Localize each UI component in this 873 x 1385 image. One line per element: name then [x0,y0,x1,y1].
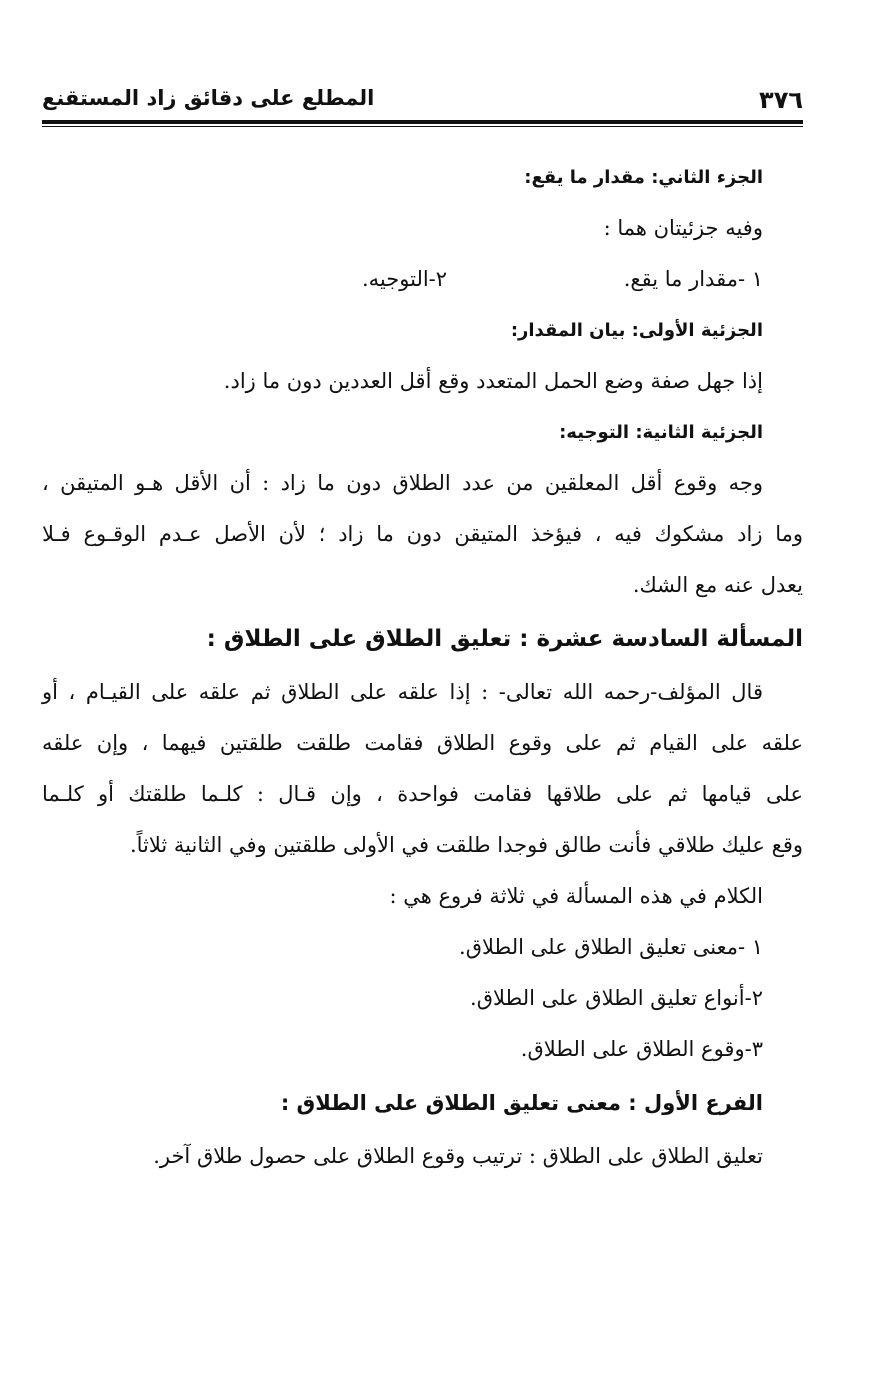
quote-line-2: علقه على القيام ثم على وقوع الطلاق فقامت طلقت طلقتين فيهما ، وإن علقه [42,731,803,755]
part2-intro: وفيه جزئيتان هما : [603,216,763,240]
page-header [42,82,803,122]
branches-intro: الكلام في هذه المسألة في ثلاثة فروع هي : [389,884,763,908]
sub2-line-1: وجه وقوع أقل المعلقين من عدد الطلاق دون ما زاد : أن الأقل هـو المتيقن ، [42,471,763,495]
sub2-line-3: يعدل عنه مع الشك. [632,573,803,597]
branch-list-item-2: ٢-أنواع تعليق الطلاق على الطلاق. [470,986,763,1010]
issue16-heading: المسألة السادسة عشرة : تعليق الطلاق على الطلاق : [206,626,803,652]
branch-list-item-3: ٣-وقوع الطلاق على الطلاق. [520,1037,763,1061]
branch1-text: تعليق الطلاق على الطلاق : ترتيب وقوع الطلاق على حصول طلاق آخر. [153,1144,763,1168]
sub1-heading: الجزئية الأولى: بيان المقدار: [510,320,763,341]
quote-line-3: على قيامها ثم على طلاقها فقامت فواحدة ، وإن قـال : كلـما طلقتك أو كلـما [42,782,803,806]
quote-line-4: وقع عليك طلاقي فأنت طالق فوجدا طلقت في الأولى طلقتين وفي الثانية ثلاثاً. [129,833,803,857]
header-rule-thick [42,120,803,124]
part2-item-1: ١ -مقدار ما يقع. [623,267,763,291]
quote-line-1: قال المؤلف-رحمه الله تعالى- : إذا علقه على الطلاق ثم علقه على القيـام ، أو [42,680,763,704]
sub2-line-2: وما زاد مشكوك فيه ، فيؤخذ المتيقن دون ما زاد ؛ لأن الأصل عـدم الوقـوع فـلا [42,522,803,546]
part2-heading: الجزء الثاني: مقدار ما يقع: [524,167,763,188]
sub1-text: إذا جهل صفة وضع الحمل المتعدد وقع أقل العددين دون ما زاد. [223,369,763,393]
sub2-heading: الجزئية الثانية: التوجيه: [559,422,763,443]
part2-items [42,254,803,305]
page-body [42,152,803,1182]
part2-item-2: ٢-التوجيه. [362,267,448,291]
page-number: ٣٧٦ [759,86,803,114]
running-title: المطلع على دقائق زاد المستقنع [42,86,375,110]
branch1-heading: الفرع الأول : معنى تعليق الطلاق على الطلاق : [280,1091,763,1115]
branch-list-item-1: ١ -معنى تعليق الطلاق على الطلاق. [459,935,763,959]
header-rule-thin [42,126,803,127]
